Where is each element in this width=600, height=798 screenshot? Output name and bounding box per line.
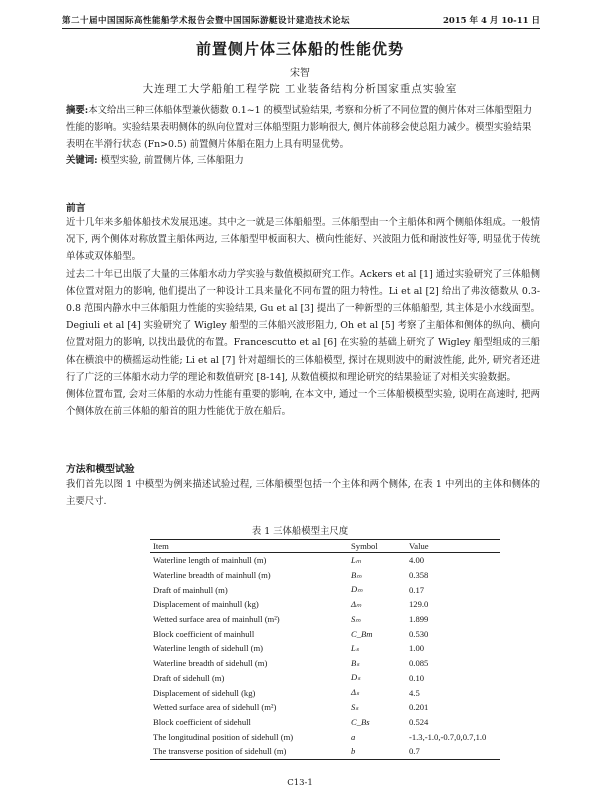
intro-paragraph-1: 近十几年来多船体船技术发展迅速。其中之一就是三体船船型。三体船型由一个主船体和两个侧船体组成。一般情况下, 两个侧体对称放置主船体两边, 三体船型甲板面积大、横向性能好、兴波阻力低和耐波性好等, 明显优于传统单体或双体船型。 xyxy=(66,217,540,263)
paper-title: 前置侧片体三体船的性能优势 xyxy=(195,40,404,58)
cell-symbol: Bₛ xyxy=(351,657,360,668)
cell-value: 0.201 xyxy=(409,702,429,713)
table-row xyxy=(150,715,500,730)
author: 宋智 xyxy=(290,68,310,79)
method-section xyxy=(66,476,540,510)
cell-symbol: Lₘ xyxy=(351,554,362,565)
cell-symbol: Sₛ xyxy=(351,701,359,712)
cell-item: Waterline breadth of sidehull (m) xyxy=(153,658,268,669)
cell-symbol: a xyxy=(351,731,356,742)
intro-section xyxy=(66,214,540,420)
cell-symbol: Lₛ xyxy=(351,642,359,653)
table-row xyxy=(150,612,500,627)
cell-item: Block coefficient of mainhull xyxy=(153,628,255,639)
abstract-text: 本文给出三种三体船体型兼伙德数 0.1~1 的模型试验结果, 考察和分析了不同位置的侧片体对三体船型阻力性能的影响。实验结果表明侧体的纵向位置对三体船型阻力影响很大, 侧片体前移会使总阻力减少。模型实验结果表明在半滑行状态 (Fn>0.5) 前置侧片体船在阻力上具有明显优势。 xyxy=(66,105,532,150)
cell-symbol: Dₛ xyxy=(351,672,361,683)
abstract xyxy=(66,102,538,153)
cell-item: Waterline breadth of mainhull (m) xyxy=(153,570,271,581)
cell-item: Draft of sidehull (m) xyxy=(153,672,225,683)
table-row xyxy=(150,685,500,700)
table-header-row xyxy=(150,540,500,553)
cell-value: 0.17 xyxy=(409,584,425,595)
method-heading: 方法和模型试验 xyxy=(66,464,135,475)
table-caption: 表 1 三体船模型主尺度 xyxy=(251,526,349,537)
cell-item: Displacement of mainhull (kg) xyxy=(153,599,259,610)
cell-value: 0.085 xyxy=(409,658,429,669)
cell-symbol: b xyxy=(348,744,406,759)
table-row xyxy=(150,700,500,715)
table-row xyxy=(150,671,500,686)
cell-value: 0.10 xyxy=(409,672,425,683)
cell-item: Displacement of sidehull (kg) xyxy=(153,687,256,698)
cell-value: 4.5 xyxy=(409,687,420,698)
table-row xyxy=(150,656,500,671)
cell-value: 4.00 xyxy=(409,555,425,566)
table-row xyxy=(150,553,500,568)
cell-value: 129.0 xyxy=(409,599,429,610)
cell-symbol: Bₘ xyxy=(351,569,362,580)
cell-symbol: Sₘ xyxy=(351,613,361,624)
cell-value: 1.899 xyxy=(409,614,429,625)
cell-item: The transverse position of sidehull (m) xyxy=(150,744,348,759)
cell-item: Draft of mainhull (m) xyxy=(153,584,228,595)
affiliation: 大连理工大学船舶工程学院 工业装备结构分析国家重点实验室 xyxy=(142,83,458,95)
keywords-text: 模型实验, 前置侧片体, 三体船阻力 xyxy=(100,155,244,166)
abstract-label: 摘要: xyxy=(66,105,89,116)
intro-heading: 前言 xyxy=(66,203,86,214)
cell-item: Waterline length of sidehull (m) xyxy=(153,643,264,654)
keywords-label: 关键词: xyxy=(66,155,98,166)
dimensions-table xyxy=(150,539,500,760)
intro-paragraph-3: 侧体位置布置, 会对三体船的水动力性能有重要的影响, 在本文中, 通过一个三体船模模型实验, 说明在高速时, 把两个侧体放在前三体船的船首的阻力性能优于放在船后。 xyxy=(66,389,540,418)
cell-item: Wetted surface area of sidehull (m²) xyxy=(153,702,277,713)
cell-value: 0.7 xyxy=(406,744,500,759)
cell-item: Waterline length of mainhull (m) xyxy=(153,555,267,566)
conference-date: 2015 年 4 月 10-11 日 xyxy=(442,16,540,26)
keywords xyxy=(66,152,538,169)
table-row xyxy=(150,641,500,656)
header-symbol: Symbol xyxy=(348,540,406,553)
cell-value: -1.3,-1.0,-0.7,0,0.7,1.0 xyxy=(409,731,487,742)
table-row xyxy=(150,626,500,641)
cell-item: Block coefficient of sidehull xyxy=(153,716,251,727)
cell-symbol: C_Bm xyxy=(351,628,373,639)
cell-symbol: Dₘ xyxy=(351,584,363,595)
cell-symbol: Δₛ xyxy=(351,687,360,698)
table-row xyxy=(150,597,500,612)
cell-symbol: C_Bs xyxy=(351,716,370,727)
cell-value: 1.00 xyxy=(409,643,425,654)
cell-value: 0.524 xyxy=(409,716,429,727)
conference-name: 第二十届中国国际高性能船学术报告会暨中国国际游艇设计建造技术论坛 xyxy=(62,16,351,26)
table-row xyxy=(150,582,500,597)
cell-item: Wetted surface area of mainhull (m²) xyxy=(153,614,280,625)
table-row xyxy=(150,568,500,583)
cell-item: The longitudinal position of sidehull (m) xyxy=(153,731,294,742)
cell-symbol: Δₘ xyxy=(351,598,362,609)
header-value: Value xyxy=(406,540,500,553)
intro-paragraph-2: 过去二十年已出版了大量的三体船水动力学实验与数值模拟研究工作。Ackers et al [1] 通过实验研究了三体船侧体位置对阻力的影响, 他们提出了一种设计工具来量化不同布置的阻力特性。Li et al [2] 给出了弗汝德数从 0.3-0.8 范围内静水中三体船阻力性能的实验结果, Gu et al [3] 提出了一种新型的三体船船型, 其主体是小水线面型。Degiuli et al [4] 实验研究了 Wigley 船型的三体船兴波形阻力, Oh et al [5] 考察了主船体和侧体的纵向、横向位置对阻力的影响, 以找出最优的布置。Francescutto et al [6] 在实验的基础上研究了 Wigley 船型组成的三船体在横浪中的横摇运动性能; Li et al [7] 针对超细长的三体船模型, 探讨在规则波中的耐波性能, 此外, 研究者还进行了广泛的三体船水动力学的理论和数值研究 [8-14], 从数值模拟和理论研究的结果验证了对相关实验数据。 xyxy=(66,268,540,383)
table-row xyxy=(150,729,500,744)
cell-value: 0.358 xyxy=(409,570,429,581)
method-paragraph-1: 我们首先以图 1 中模型为例来描述试验过程, 三体船模型包括一个主体和两个侧体, 在表 1 中列出的主体和侧体的主要尺寸. xyxy=(66,479,540,508)
cell-value: 0.530 xyxy=(409,628,429,639)
running-header xyxy=(62,12,540,29)
page-number: C13-1 xyxy=(287,778,313,788)
header-item: Item xyxy=(150,540,348,553)
table-row xyxy=(150,744,500,759)
